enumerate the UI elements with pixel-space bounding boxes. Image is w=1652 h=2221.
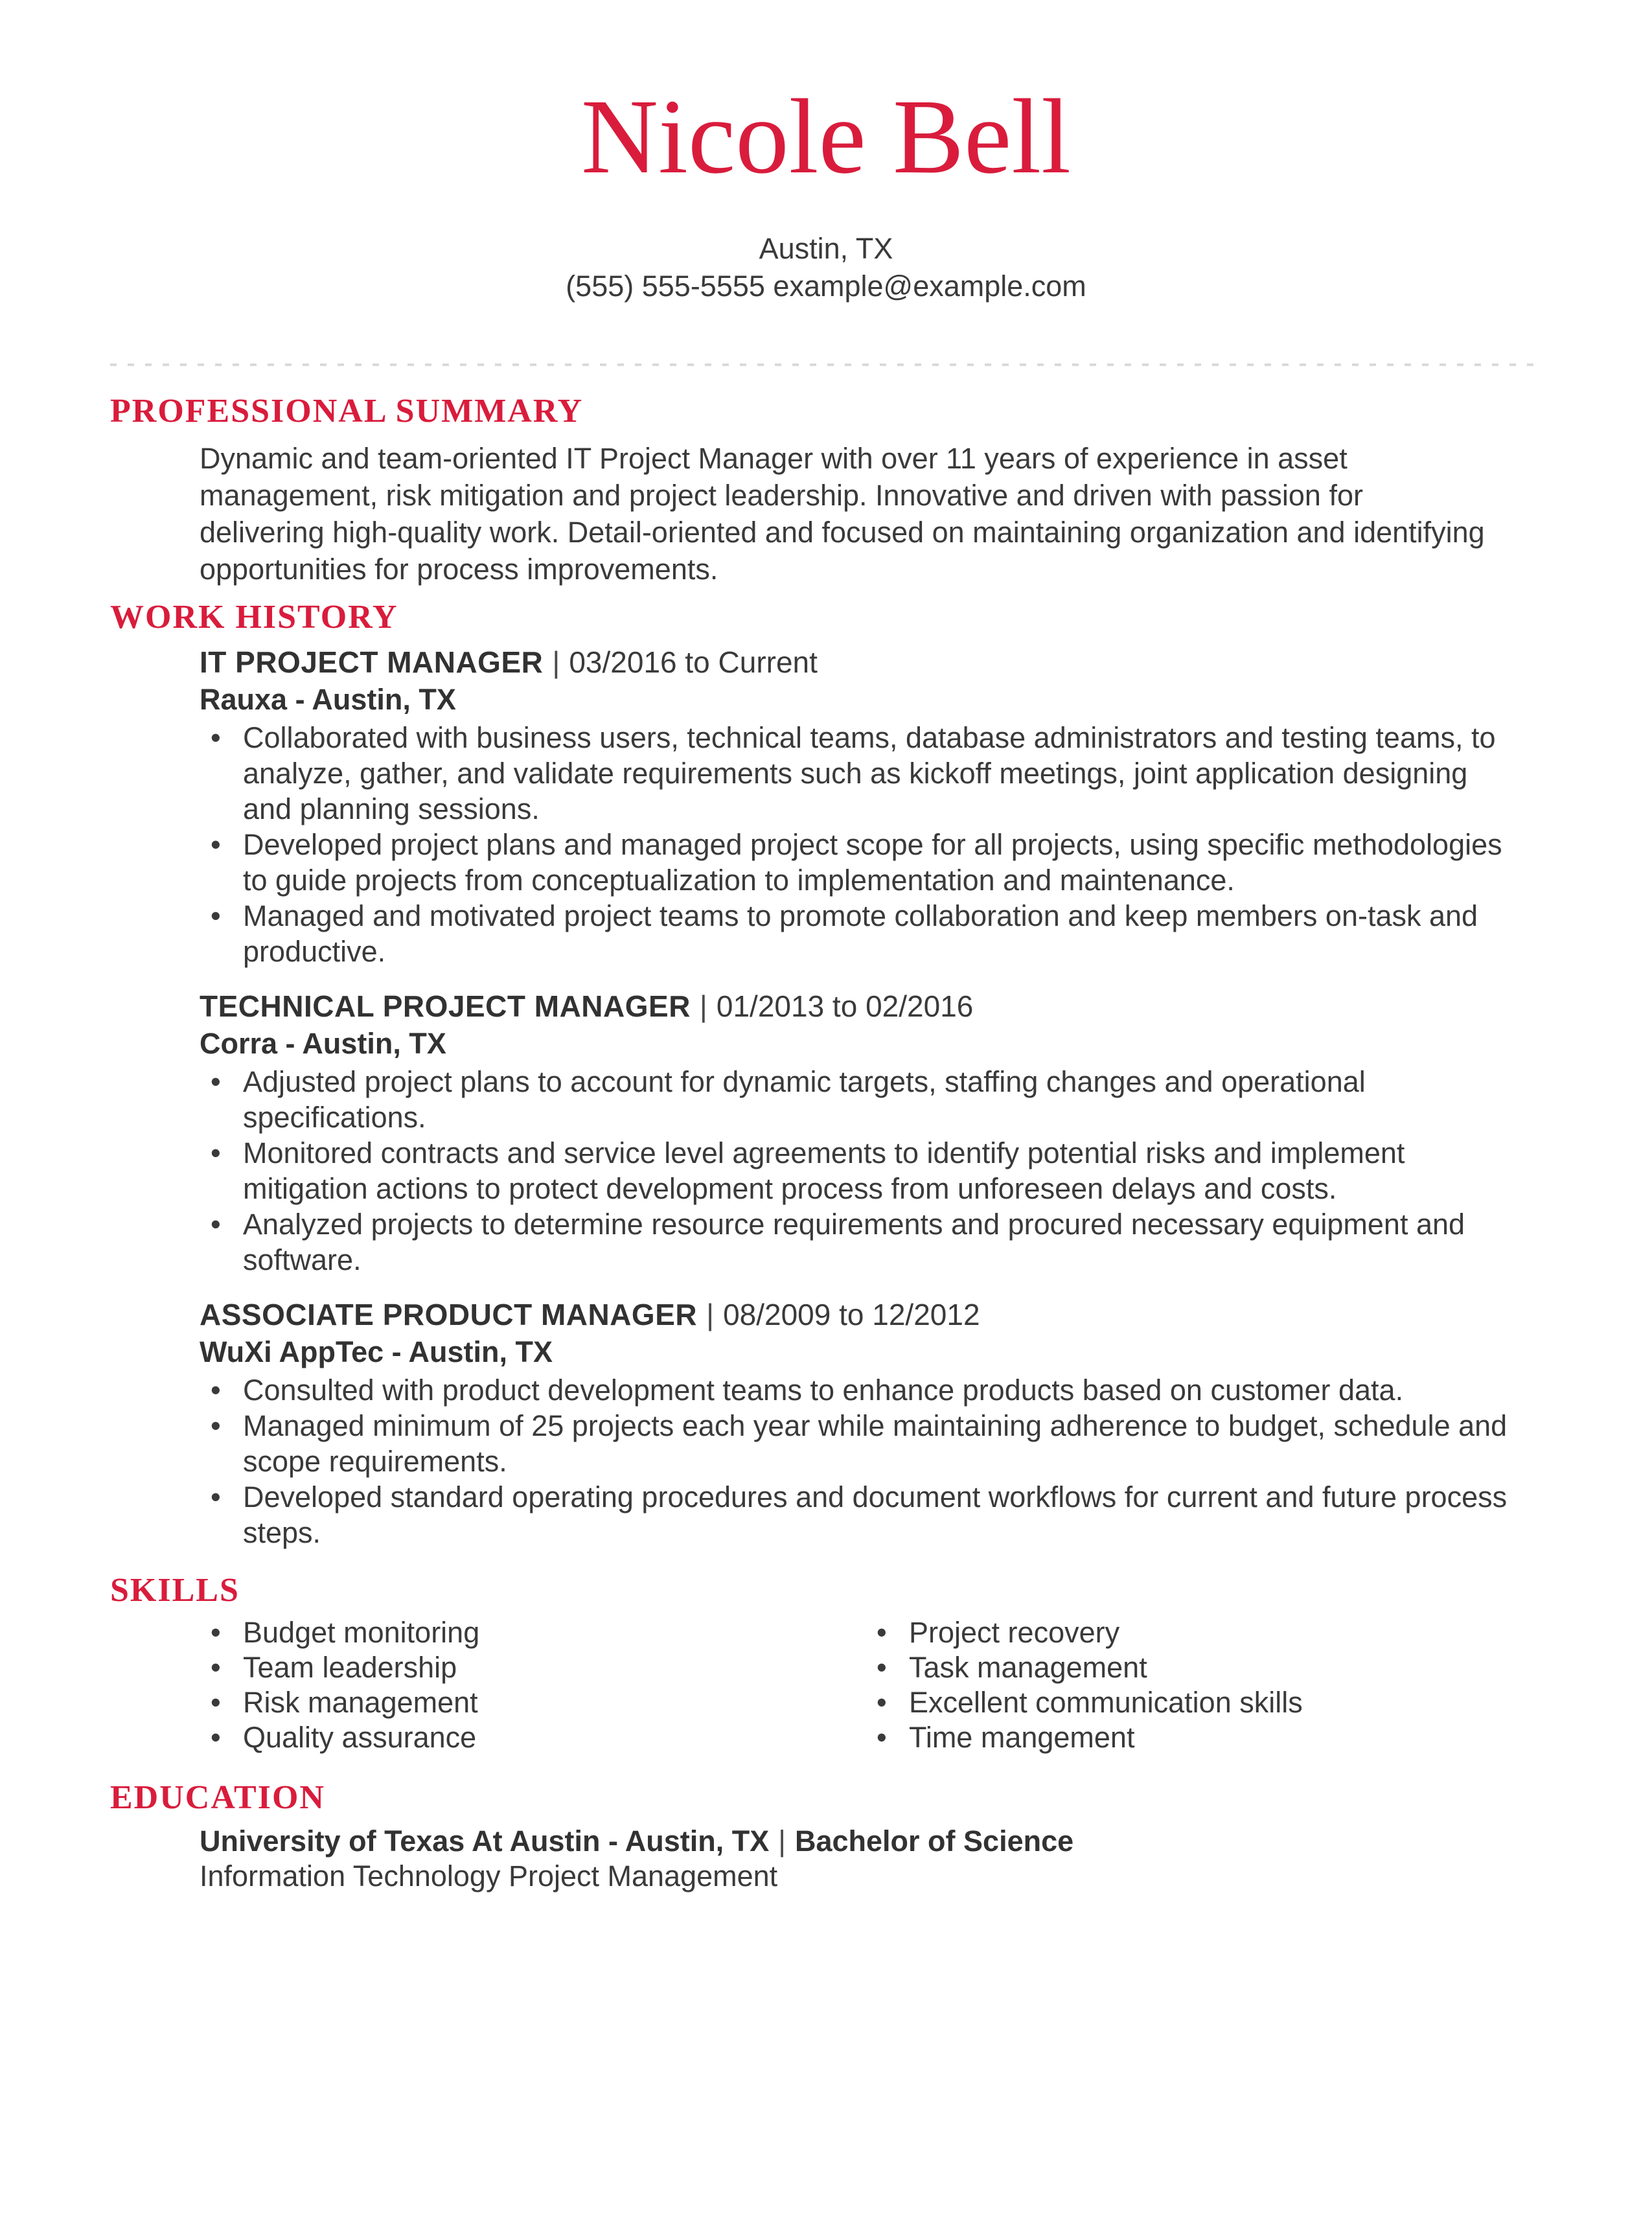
job-bullet-list <box>110 1064 1542 1278</box>
section-work-history <box>110 599 1542 1550</box>
job-company: Corra - Austin, TX <box>200 1027 446 1060</box>
contact-location: Austin, TX <box>759 232 893 265</box>
bullet-item: • Developed standard operating procedures and document workflows for current and future process steps. <box>243 1479 1516 1550</box>
education-school-line <box>200 1824 1542 1859</box>
job-bullet-list <box>110 1372 1542 1550</box>
job-entry-2 <box>110 987 1542 1278</box>
job-company: Rauxa - Austin, TX <box>200 683 456 716</box>
skills-heading: SKILLS <box>110 1572 240 1609</box>
job-dates: 01/2013 to 02/2016 <box>716 989 974 1023</box>
pipe-separator: | <box>778 1824 786 1858</box>
bullet-item: • Consulted with product development teams to enhance products based on customer data. <box>243 1372 1516 1408</box>
job-entry-1 <box>110 643 1542 969</box>
bullet-item: • Analyzed projects to determine resource requirements and procured necessary equipment and software. <box>243 1206 1516 1278</box>
contact-block <box>110 230 1542 305</box>
skill-item: • Quality assurance <box>243 1720 875 1755</box>
job-title: TECHNICAL PROJECT MANAGER <box>200 989 691 1023</box>
work-history-heading: WORK HISTORY <box>110 599 398 636</box>
candidate-name: Nicole Bell <box>580 77 1072 196</box>
job-entry-3 <box>110 1296 1542 1550</box>
job-title-line <box>200 1296 1542 1333</box>
skills-column-right <box>875 1615 1541 1755</box>
summary-text: Dynamic and team-oriented IT Project Manager with over 11 years of experience in asset management, risk mitigation and project leadership. Innovative and driven with passion for delivering high-quality work. Detail-oriented and focused on maintaining organization and identifying opportunities for process improvements. <box>200 442 1485 586</box>
job-title: ASSOCIATE PRODUCT MANAGER <box>200 1298 698 1331</box>
job-dates: 03/2016 to Current <box>569 645 818 679</box>
header <box>110 77 1542 305</box>
education-heading: EDUCATION <box>110 1779 325 1816</box>
skills-columns <box>209 1615 1542 1755</box>
education-school: University of Texas At Austin - Austin, TX <box>200 1824 770 1858</box>
job-title-line <box>200 987 1542 1025</box>
skill-item: • Risk management <box>243 1685 875 1720</box>
bullet-item: • Adjusted project plans to account for dynamic targets, staffing changes and operational specifications. <box>243 1064 1516 1135</box>
pipe-separator: | <box>699 989 707 1023</box>
bullet-item: • Managed and motivated project teams to promote collaboration and keep members on-task and productive. <box>243 898 1516 969</box>
summary-heading: PROFESSIONAL SUMMARY <box>110 393 584 430</box>
bullet-item: • Monitored contracts and service level agreements to identify potential risks and implement mitigation actions to protect development process from unforeseen delays and costs. <box>243 1135 1516 1206</box>
education-degree: Bachelor of Science <box>794 1824 1074 1858</box>
dashed-divider <box>110 363 1542 366</box>
section-professional-summary <box>110 393 1542 588</box>
bullet-item: • Managed minimum of 25 projects each year while maintaining adherence to budget, schedule and scope requirements. <box>243 1408 1516 1479</box>
bullet-item: • Developed project plans and managed project scope for all projects, using specific methodologies to guide projects from conceptualization to implementation and maintenance. <box>243 827 1516 898</box>
education-field: Information Technology Project Management <box>200 1859 778 1893</box>
job-bullet-list <box>110 720 1542 969</box>
pipe-separator: | <box>552 645 560 679</box>
skill-item: • Time mangement <box>909 1720 1541 1755</box>
skill-item: • Team leadership <box>243 1650 875 1685</box>
skill-item: • Excellent communication skills <box>909 1685 1541 1720</box>
job-company: WuXi AppTec - Austin, TX <box>200 1335 553 1368</box>
section-education <box>110 1780 1542 1894</box>
skill-item: • Project recovery <box>909 1615 1541 1650</box>
contact-phone-email: (555) 555-5555 example@example.com <box>566 270 1086 303</box>
pipe-separator: | <box>706 1298 715 1331</box>
skill-item: • Task management <box>909 1650 1541 1685</box>
job-title: IT PROJECT MANAGER <box>200 645 544 679</box>
job-title-line <box>200 643 1542 681</box>
bullet-item: • Collaborated with business users, technical teams, database administrators and testing teams, to analyze, gather, and validate requirements such as kickoff meetings, joint application designing and planning sessions. <box>243 720 1516 827</box>
section-skills <box>110 1572 1542 1755</box>
skill-item: • Budget monitoring <box>243 1615 875 1650</box>
skills-column-left <box>209 1615 875 1755</box>
resume-page <box>0 77 1652 2221</box>
job-dates: 08/2009 to 12/2012 <box>723 1298 980 1331</box>
